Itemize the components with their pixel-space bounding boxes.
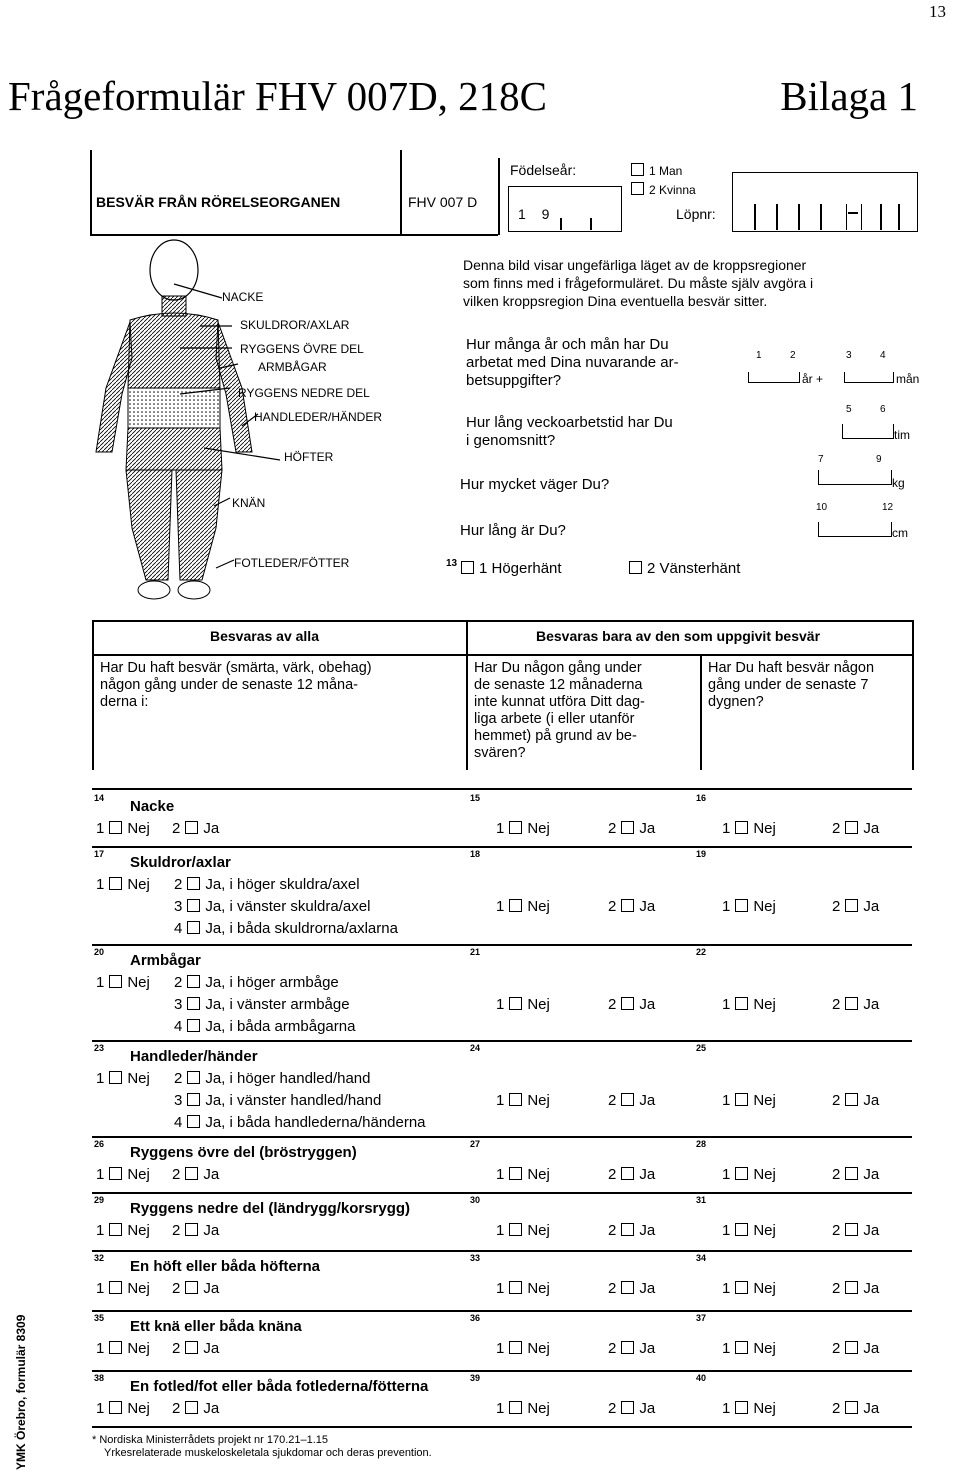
checkbox[interactable] (621, 1093, 634, 1106)
checkbox[interactable] (845, 1223, 858, 1236)
checkbox[interactable] (185, 1167, 198, 1180)
col3-answer-yes[interactable]: 2 Ja (832, 1166, 880, 1183)
sex-man-option[interactable]: 1 Man (626, 163, 682, 178)
checkbox[interactable] (735, 1401, 748, 1414)
col2-answer-yes[interactable]: 2 Ja (608, 1092, 656, 1109)
col3-answer-yes[interactable]: 2 Ja (832, 898, 880, 915)
label-shoulders: SKULDROR/AXLAR (240, 318, 350, 332)
col1-question: Har Du haft besvär (smärta, värk, obehag) någon gång under de senaste 12 måna- derna i: (100, 660, 372, 710)
checkbox[interactable] (185, 1401, 198, 1414)
checkbox[interactable] (109, 1223, 122, 1236)
right-handed-option[interactable]: 1 Högerhänt (456, 560, 562, 577)
label-upper-back: RYGGENS ÖVRE DEL (240, 342, 364, 356)
checkbox[interactable] (187, 1093, 200, 1106)
checkbox[interactable] (845, 1093, 858, 1106)
checkbox[interactable] (187, 997, 200, 1010)
checkbox[interactable] (185, 1341, 198, 1354)
height-field[interactable] (818, 522, 892, 537)
label-elbows: ARMBÅGAR (258, 360, 327, 374)
question-title: Nacke (130, 798, 175, 815)
checkbox[interactable] (621, 997, 634, 1010)
checkbox[interactable] (109, 975, 122, 988)
checkbox[interactable] (509, 821, 522, 834)
col3-answer-yes[interactable]: 2 Ja (832, 1340, 880, 1357)
question-title: Ett knä eller båda knäna (130, 1318, 302, 1335)
label-hips: HÖFTER (284, 450, 334, 464)
page-title: Frågeformulär FHV 007D, 218C (8, 73, 548, 119)
page-number: 13 (929, 2, 946, 21)
checkbox[interactable] (187, 921, 200, 934)
answer-no[interactable]: 1 Nej (96, 1340, 150, 1357)
checkbox[interactable] (109, 877, 122, 890)
answer-yes[interactable]: 2 Ja (172, 1400, 220, 1417)
checkbox[interactable] (845, 997, 858, 1010)
question-number: 35 (94, 1313, 105, 1323)
question-number: 28 (696, 1139, 707, 1149)
question-number: 23 (94, 1043, 105, 1053)
question-number: 37 (696, 1313, 707, 1323)
answer-yes[interactable]: 2 Ja (172, 820, 220, 837)
question-title: Ryggens nedre del (ländrygg/korsrygg) (130, 1200, 411, 1217)
answer-yes-both[interactable]: 4 Ja, i båda skuldrorna/axlarna (174, 920, 398, 937)
serial-field[interactable] (732, 172, 918, 232)
checkbox[interactable] (509, 899, 522, 912)
question-number: 34 (696, 1253, 707, 1263)
answer-yes-left[interactable]: 3 Ja, i vänster skuldra/axel (174, 898, 371, 915)
checkbox[interactable] (631, 163, 644, 176)
question-number: 29 (94, 1195, 105, 1205)
col2-answer-no[interactable]: 1 Nej (496, 898, 550, 915)
checkbox[interactable] (109, 1071, 122, 1084)
header-symptoms-only: Besvaras bara av den som uppgivit besvär (536, 628, 821, 644)
answer-no[interactable]: 1 Nej (96, 876, 150, 893)
checkbox[interactable] (735, 1341, 748, 1354)
question-number: 27 (470, 1139, 481, 1149)
hours-field[interactable] (842, 424, 894, 439)
col3-answer-no[interactable]: 1 Nej (722, 1280, 776, 1297)
col3-question: Har Du haft besvär någon gång under de senaste 7 dygnen? (708, 660, 875, 710)
label-feet: FOTLEDER/FÖTTER (234, 556, 350, 570)
side-print: YMK Örebro, formulär 8309 (14, 1314, 28, 1470)
question-number: 40 (696, 1373, 707, 1383)
checkbox[interactable] (735, 1167, 748, 1180)
question-number: 32 (94, 1253, 105, 1263)
checkbox[interactable] (631, 182, 644, 195)
months-unit: mån (896, 372, 920, 386)
answer-yes-right[interactable]: 2 Ja, i höger handled/hand (174, 1070, 371, 1087)
checkbox[interactable] (621, 1341, 634, 1354)
question-number: 38 (94, 1373, 105, 1383)
intro-text: Denna bild visar ungefärliga läget av de kroppsregioner som finns med i frågeformuläret. Du måste själv avgöra i vilken kroppsregion Dina eventuella besvär sitter. (463, 257, 814, 309)
col3-answer-no[interactable]: 1 Nej (722, 1222, 776, 1239)
months-field[interactable] (844, 372, 894, 383)
col3-answer-yes[interactable]: 2 Ja (832, 1400, 880, 1417)
answer-no[interactable]: 1 Nej (96, 820, 150, 837)
col3-answer-no[interactable]: 1 Nej (722, 898, 776, 915)
checkbox[interactable] (735, 899, 748, 912)
col2-answer-no[interactable]: 1 Nej (496, 1340, 550, 1357)
col3-answer-no[interactable]: 1 Nej (722, 1340, 776, 1357)
label-neck: NACKE (222, 290, 264, 304)
weight-question: Hur mycket väger Du? (460, 476, 610, 493)
answer-yes-right[interactable]: 2 Ja, i höger armbåge (174, 974, 339, 991)
col2-question: Har Du någon gång under de senaste 12 månaderna inte kunnat utföra Ditt dag- liga arbete (i eller utanför hemmet) på grund av be- svären? (474, 660, 645, 761)
checkbox[interactable] (735, 997, 748, 1010)
checkbox[interactable] (621, 1401, 634, 1414)
col3-answer-yes[interactable]: 2 Ja (832, 1092, 880, 1109)
footnote: * Nordiska Ministerrådets projekt nr 170.21–1.15 Yrkesrelaterade muskeloskeletala sjukdomar och deras prevention. (92, 1434, 432, 1459)
question-title: Ryggens övre del (bröstryggen) (130, 1144, 357, 1161)
col2-answer-yes[interactable]: 2 Ja (608, 1340, 656, 1357)
answer-no[interactable]: 1 Nej (96, 1400, 150, 1417)
checkbox[interactable] (629, 561, 642, 574)
answer-yes[interactable]: 2 Ja (172, 1280, 220, 1297)
checkbox[interactable] (109, 1167, 122, 1180)
answer-yes-left[interactable]: 3 Ja, i vänster handled/hand (174, 1092, 382, 1109)
question-title: Armbågar (130, 952, 201, 969)
question-number: 21 (470, 947, 481, 957)
checkbox[interactable] (509, 1401, 522, 1414)
question-number: 14 (94, 793, 105, 803)
col3-answer-no[interactable]: 1 Nej (722, 1166, 776, 1183)
checkbox[interactable] (109, 1401, 122, 1414)
checkbox[interactable] (845, 821, 858, 834)
checkbox[interactable] (509, 1223, 522, 1236)
hours-question: Hur lång veckoarbetstid har Du i genomsnitt? (466, 414, 673, 449)
question-number: 31 (696, 1195, 707, 1205)
kg-unit: kg (892, 476, 905, 490)
question-number: 15 (470, 793, 481, 803)
question-number: 20 (94, 947, 105, 957)
checkbox[interactable] (187, 1019, 200, 1032)
answer-yes[interactable]: 2 Ja (172, 1222, 220, 1239)
handedness-number: 13 (446, 558, 458, 569)
col2-answer-no[interactable]: 1 Nej (496, 1280, 550, 1297)
col2-answer-no[interactable]: 1 Nej (496, 1222, 550, 1239)
col2-answer-yes[interactable]: 2 Ja (608, 898, 656, 915)
checkbox[interactable] (621, 899, 634, 912)
weight-field[interactable] (818, 470, 892, 485)
question-number: 25 (696, 1043, 707, 1053)
checkbox[interactable] (845, 1341, 858, 1354)
checkbox[interactable] (735, 821, 748, 834)
form-name: BESVÄR FRÅN RÖRELSEORGANEN (96, 194, 341, 210)
col3-answer-yes[interactable]: 2 Ja (832, 996, 880, 1013)
answer-yes-left[interactable]: 3 Ja, i vänster armbåge (174, 996, 350, 1013)
checkbox[interactable] (185, 1281, 198, 1294)
checkbox[interactable] (187, 1115, 200, 1128)
checkbox[interactable] (109, 821, 122, 834)
checkbox[interactable] (621, 1223, 634, 1236)
checkbox[interactable] (185, 821, 198, 834)
col2-answer-yes[interactable]: 2 Ja (608, 1280, 656, 1297)
years-unit: år + (802, 372, 824, 386)
checkbox[interactable] (109, 1341, 122, 1354)
checkbox[interactable] (845, 1401, 858, 1414)
checkbox[interactable] (187, 899, 200, 912)
cm-unit: cm (892, 526, 908, 540)
checkbox[interactable] (735, 1281, 748, 1294)
answer-no[interactable]: 1 Nej (96, 1166, 150, 1183)
birth-year-prefix: 1 9 (518, 206, 556, 222)
label-knees: KNÄN (232, 496, 266, 510)
header-all: Besvaras av alla (210, 628, 319, 644)
col3-answer-no[interactable]: 1 Nej (722, 1400, 776, 1417)
checkbox[interactable] (735, 1223, 748, 1236)
col2-answer-no[interactable]: 1 Nej (496, 1092, 550, 1109)
checkbox[interactable] (187, 975, 200, 988)
question-title: Handleder/händer (130, 1048, 258, 1065)
question-number: 39 (470, 1373, 481, 1383)
col2-answer-yes[interactable]: 2 Ja (608, 1166, 656, 1183)
height-question: Hur lång är Du? (460, 522, 566, 539)
question-number: 22 (696, 947, 707, 957)
checkbox[interactable] (845, 1167, 858, 1180)
left-handed-option[interactable]: 2 Vänsterhänt (624, 560, 740, 577)
question-number: 19 (696, 849, 707, 859)
col2-answer-yes[interactable]: 2 Ja (608, 820, 656, 837)
col2-answer-no[interactable]: 1 Nej (496, 820, 550, 837)
answer-yes-both[interactable]: 4 Ja, i båda armbågarna (174, 1018, 356, 1035)
col3-answer-no[interactable]: 1 Nej (722, 1092, 776, 1109)
work-question: Hur många år och mån har Du arbetat med Dina nuvarande ar- betsuppgifter? (466, 336, 679, 389)
sex-woman-option[interactable]: 2 Kvinna (626, 182, 696, 197)
answer-yes-both[interactable]: 4 Ja, i båda handlederna/händerna (174, 1114, 426, 1131)
years-field[interactable] (748, 372, 800, 383)
question-number: 16 (696, 793, 707, 803)
col2-answer-yes[interactable]: 2 Ja (608, 1222, 656, 1239)
answer-yes[interactable]: 2 Ja (172, 1166, 220, 1183)
answer-no[interactable]: 1 Nej (96, 1222, 150, 1239)
checkbox[interactable] (509, 997, 522, 1010)
label-lower-back: RYGGENS NEDRE DEL (238, 386, 370, 400)
question-number: 33 (470, 1253, 481, 1263)
checkbox[interactable] (621, 1167, 634, 1180)
form-code: FHV 007 D (408, 194, 478, 210)
answer-no[interactable]: 1 Nej (96, 974, 150, 991)
col2-answer-no[interactable]: 1 Nej (496, 1166, 550, 1183)
question-title: En fotled/fot eller båda fotlederna/fötterna (130, 1378, 429, 1395)
col2-answer-no[interactable]: 1 Nej (496, 996, 550, 1013)
checkbox[interactable] (187, 1071, 200, 1084)
col3-answer-no[interactable]: 1 Nej (722, 996, 776, 1013)
question-number: 18 (470, 849, 481, 859)
question-number: 24 (470, 1043, 481, 1053)
col3-answer-no[interactable]: 1 Nej (722, 820, 776, 837)
checkbox[interactable] (185, 1223, 198, 1236)
serial-label: Löpnr: (676, 206, 716, 222)
question-number: 36 (470, 1313, 481, 1323)
col2-answer-yes[interactable]: 2 Ja (608, 1400, 656, 1417)
checkbox[interactable] (461, 561, 474, 574)
appendix-label: Bilaga 1 (780, 73, 918, 119)
checkbox[interactable] (621, 821, 634, 834)
checkbox[interactable] (735, 1093, 748, 1106)
checkbox[interactable] (845, 1281, 858, 1294)
question-title: Skuldror/axlar (130, 854, 231, 871)
question-number: 17 (94, 849, 105, 859)
checkbox[interactable] (509, 1167, 522, 1180)
question-number: 26 (94, 1139, 105, 1149)
question-title: En höft eller båda höfterna (130, 1258, 321, 1275)
answer-yes[interactable]: 2 Ja (172, 1340, 220, 1357)
label-wrists-hands: HANDLEDER/HÄNDER (254, 410, 383, 424)
answer-no[interactable]: 1 Nej (96, 1280, 150, 1297)
checkbox[interactable] (845, 899, 858, 912)
checkbox[interactable] (509, 1093, 522, 1106)
serial-separator (846, 204, 862, 230)
col3-answer-yes[interactable]: 2 Ja (832, 1280, 880, 1297)
checkbox[interactable] (509, 1281, 522, 1294)
col2-answer-yes[interactable]: 2 Ja (608, 996, 656, 1013)
col3-answer-yes[interactable]: 2 Ja (832, 820, 880, 837)
answer-no[interactable]: 1 Nej (96, 1070, 150, 1087)
answer-yes-right[interactable]: 2 Ja, i höger skuldra/axel (174, 876, 360, 893)
checkbox[interactable] (109, 1281, 122, 1294)
birth-year-label: Födelseår: (510, 162, 577, 178)
checkbox[interactable] (187, 877, 200, 890)
col3-answer-yes[interactable]: 2 Ja (832, 1222, 880, 1239)
hours-unit: tim (894, 428, 910, 442)
col2-answer-no[interactable]: 1 Nej (496, 1400, 550, 1417)
checkbox[interactable] (621, 1281, 634, 1294)
checkbox[interactable] (509, 1341, 522, 1354)
question-number: 30 (470, 1195, 481, 1205)
